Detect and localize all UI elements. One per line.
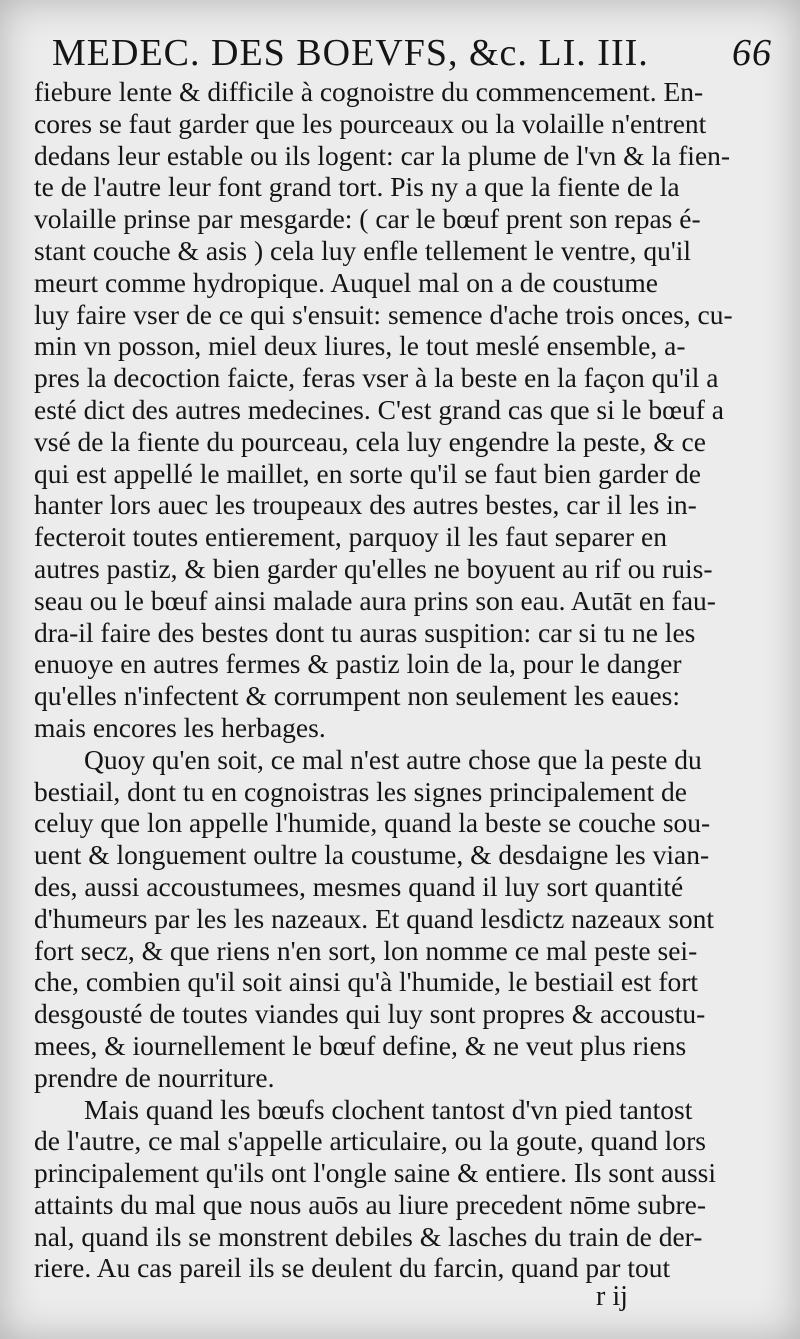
text-line: d'humeurs par les les nazeaux. Et quand lesdictz nazeaux sont [34,902,714,934]
text-line: che, combien qu'il soit ainsi qu'à l'humide, le bestiail est fort [34,966,699,998]
text-line: celuy que lon appelle l'humide, quand la beste se couche sou- [34,807,711,839]
text-line: autres pastiz, & bien garder qu'elles ne boyuent au rif ou ruis- [34,552,713,584]
text-line: qu'elles n'infectent & corrumpent non seulement les eaues: [34,680,681,712]
text-line: fort secz, & que riens n'en sort, lon nomme ce mal peste sei- [34,934,698,966]
text-line: bestiail, dont tu en cognoistras les signes principalement de [34,775,687,807]
text-line: nal, quand ils se monstrent debiles & lasches du train de der- [34,1220,703,1252]
text-line: vsé de la fiente du pourceau, cela luy engendre la peste, & ce [34,425,706,457]
text-line: cores se faut garder que les pourceaux ou la volaille n'entrent [34,107,707,139]
text-line: prendre de nourriture. [34,1061,275,1093]
text-line: volaille prinse par mesgarde: ( car le bœuf prent son repas é- [34,203,701,235]
text-line: fecteroit toutes entierement, parquoy il les faut separer en [34,521,667,553]
text-line: meurt comme hydropique. Auquel mal on a de coustume [34,266,658,298]
text-line: pres la decoction faicte, feras vser à la beste en la façon qu'il a [34,362,719,394]
signature-mark: r ij [596,1281,628,1312]
text-line: fiebure lente & difficile à cognoistre du commencement. En- [34,76,704,107]
text-line: Quoy qu'en soit, ce mal n'est autre chose que la peste du [84,743,702,775]
text-line: min vn posson, miel deux liures, le tout meslé ensemble, a- [34,330,686,362]
text-line: hanter lors auec les troupeaux des autres bestes, car il les in- [34,489,697,521]
text-line: dra-il faire des bestes dont tu auras suspition: car si tu ne les [34,616,696,648]
running-title: MEDEC. DES BOEVFS, &c. LI. III. [52,32,649,74]
page-header [52,28,772,78]
text-line: dedans leur estable ou ils logent: car la plume de l'vn & la fien- [34,139,731,171]
text-line: esté dict des autres medecines. C'est grand cas que si le bœuf a [34,393,724,425]
text-line: qui est appellé le maillet, en sorte qu'il se faut bien garder de [34,457,702,489]
text-line: de l'autre, ce mal s'appelle articulaire, ou la goute, quand lors [34,1125,706,1157]
page-number: 66 [732,32,772,74]
text-line: te de l'autre leur font grand tort. Pis ny a que la fiente de la [34,171,680,203]
text-line: Mais quand les bœufs clochent tantost d'vn pied tantost [84,1093,693,1125]
text-line: uent & longuement oultre la coustume, & desdaigne les vian- [34,839,710,871]
text-line: des, aussi accoustumees, mesmes quand il luy sort quantité [34,870,684,902]
text-line: principalement qu'ils ont l'ongle saine & entiere. Ils sont aussi [34,1157,716,1189]
text-line: riere. Au cas pareil ils se deulent du farcin, quand par tout [34,1252,671,1284]
text-line: luy faire vser de ce qui s'ensuit: semence d'ache trois onces, cu- [34,298,733,330]
text-line: mais encores les herbages. [34,711,326,743]
text-line: seau ou le bœuf ainsi malade aura prins son eau. Autāt en fau- [34,584,716,616]
text-line: enuoye en autres fermes & pastiz loin de la, pour le danger [34,648,682,680]
body-text [34,76,766,1284]
text-line: desgousté de toutes viandes qui luy sont propres & accoustu- [34,998,706,1030]
text-line: attaints du mal que nous auōs au liure precedent nōme subre- [34,1188,707,1220]
text-line: mees, & iournellement le bœuf define, & ne veut plus riens [34,1029,687,1061]
text-line: stant couche & asis ) cela luy enfle tellement le ventre, qu'il [34,234,692,266]
